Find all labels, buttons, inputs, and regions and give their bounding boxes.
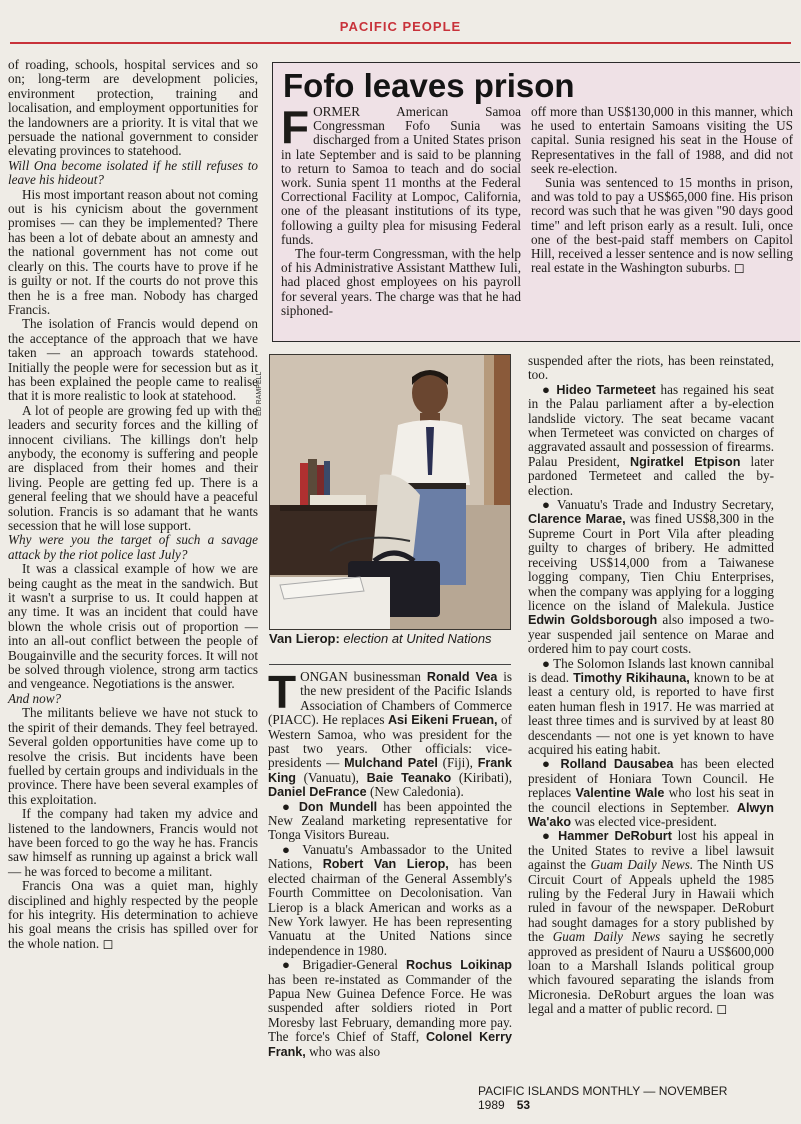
person-name: Edwin Goldsborough	[528, 613, 658, 628]
paragraph: suspended after the riots, has been reinstated, too.	[528, 353, 774, 383]
bullet-icon: ●	[542, 381, 557, 397]
text: The Ninth US Circuit Court of Appeals upheld the 1985 ruling by the Federal Jury in Hawaii which ruled in favour of the newspaper. DeRoburt had sought damages for a story published by the	[528, 857, 774, 945]
feature-column-2	[531, 105, 793, 275]
people-item	[528, 657, 774, 758]
person-name: Colonel Kerry Frank,	[268, 1030, 512, 1059]
paragraph: of roading, schools, hospital services and so on; long-term are development policies, environment protection, training and localisation, and employment opportunities for the landowners are a priority. It is vital that we persuade the national government to consider elevating provinces to statehood.	[8, 57, 258, 159]
text: Vanuatu's Ambassador to the United Nations,	[268, 841, 512, 872]
caption-name: Van Lierop:	[269, 631, 340, 646]
bullet-icon: ●	[542, 497, 557, 513]
people-item	[528, 757, 774, 829]
bullet-icon: ●	[282, 957, 303, 973]
person-name: Mulchand Patel	[344, 756, 438, 771]
section-header	[0, 8, 801, 44]
header-rule	[10, 42, 791, 44]
text: (Fiji),	[437, 755, 478, 771]
footer-text: PACIFIC ISLANDS MONTHLY — NOVEMBER 1989	[478, 1084, 728, 1112]
text: has been appointed the New Zealand marketing representative for Tonga Visitors Bureau.	[268, 798, 512, 843]
people-item	[528, 829, 774, 1016]
text: who lost his seat in the council elections in September.	[528, 785, 774, 815]
feature-headline: Fofo leaves prison	[283, 67, 575, 104]
text: was fined US$8,300 in the Supreme Court in Port Vila after pleading guilty to charges of bribery. He admitted receiving US$14,000 from a Taiwanese logging company, Tien Chiu Enterprises, when the company was applying for a logging licence on the island of Malekula. Justice	[528, 511, 774, 613]
text: businessman	[347, 669, 427, 684]
paragraph: His most important reason about not coming out is his cynicism about the government promises — can they be implemented? There has been a lot of debate about an amnesty and the national government has not come out clearly on this. The courts have to prove if he is guilty or not. If the courts do not prove this then he is a free man. Nobody has charged Francis.	[8, 186, 258, 317]
lead-caps: ONGAN	[300, 669, 348, 684]
feature-lead	[281, 101, 521, 247]
feature-box	[272, 62, 800, 342]
middle-column	[268, 666, 513, 1059]
paragraph: The four-term Congressman, with the help of his Administrative Assistant Matthew Iuli, had placed ghost employees on his payroll for several years. The charge was that he had siphoned-	[281, 246, 521, 318]
person-name: Valentine Wale	[575, 786, 665, 801]
people-item	[268, 843, 512, 958]
person-name: Ngiratkel Etpison	[629, 454, 741, 469]
text: was elected vice-president.	[571, 814, 717, 829]
section-title: PACIFIC PEOPLE	[339, 19, 462, 34]
feature-column-1	[281, 101, 521, 318]
photo-illustration	[270, 355, 511, 630]
text: is the new president of the Pacific Islands Association of Chambers of Commerce (PIACC). He replaces	[268, 669, 513, 728]
publication-name: Guam Daily News	[552, 929, 661, 945]
text: later pardoned Termeteet and called the by-election.	[528, 453, 774, 498]
drop-cap: T	[268, 666, 297, 718]
lead-caps: ORMER	[313, 104, 361, 119]
lead-text: American Samoa Congressman Fofo Sunia was discharged from a United States prison in late September and is said to be planning to return to Samoa to teach and do social work. Sunia spent 11 months at the Federal Correctional Facility at Lompoc, California, one of the pleasant institutions of its type, following a guilty plea for misusing Federal funds.	[281, 104, 521, 247]
text: has regained his seat in the Palau parliament after a by-election landslide victory. The seat became vacant when Termeteet was convicted on charges of aggravated assault and possession of firearms. Palau President,	[528, 381, 774, 469]
text: lost his appeal in the United States to revive a libel lawsuit against the	[528, 828, 774, 873]
people-item	[268, 958, 512, 1059]
bullet-icon: ●	[282, 798, 299, 814]
text: has been elected chairman of the General Assembly's Fourth Committee on Decolonisation. Van Lierop is a black American and works as a New York lawyer. He has been representing Vanuatu at the United Nations since independence in 1980.	[268, 856, 512, 958]
question: And now?	[8, 690, 62, 706]
person-name: Ronald Vea	[426, 670, 498, 684]
person-name: Frank King	[268, 756, 512, 785]
people-item	[268, 666, 513, 800]
person-name: Baie Teanako	[366, 770, 452, 785]
text: who was also	[305, 1043, 381, 1059]
people-item	[528, 498, 774, 656]
people-item	[268, 800, 512, 843]
person-name: Timothy Rikihauna,	[573, 670, 690, 685]
paragraph: A lot of people are growing fed up with the leaders and security forces and the killing of innocent civilians. The killings don't help anybody, the economy is suffering and people are displaced from their homes and their living. People are getting fed up. There is a general feeling that we should have a peaceful solution. Francis is so adamant that he wants secession that he will lose support.	[8, 402, 258, 533]
person-name: Rochus Loikinap	[405, 958, 513, 973]
bullet-icon: ●	[542, 756, 561, 772]
paragraph: Francis Ona was a quiet man, highly disciplined and highly respected by the people for his integrity. His determination to achieve his goal means the crisis has spilled over for the whole nation. ◻	[8, 878, 258, 951]
person-name: Hideo Tarmeteet	[556, 382, 656, 397]
text: (New Caledonia).	[366, 784, 464, 800]
person-name: Alwyn Wa'ako	[528, 800, 774, 829]
people-item	[528, 383, 774, 498]
question: Will Ona become isolated if he still refuses to leave his hideout?	[8, 157, 258, 188]
text: Brigadier-General	[302, 957, 406, 973]
person-name: Asi Eikeni Fruean,	[387, 713, 498, 728]
text: has been elected president of Honiara Town Council. He replaces	[528, 756, 774, 801]
portrait-photo	[269, 354, 511, 630]
text: (Vanuatu),	[295, 769, 367, 785]
page-number: 53	[516, 1098, 531, 1112]
text: Vanuatu's Trade and Industry Secretary,	[556, 497, 774, 513]
paragraph: Sunia was sentenced to 15 months in prison, and was told to pay a US$65,000 fine. His prison record was such that he was given "90 days good time" and left prison early as a result. Iuli, once one of the best-paid staff members on Capitol Hill, received a lesser sentence and is now selling real estate in the Washington suburbs. ◻	[531, 175, 793, 276]
photo-credit: ED RAMPELL	[256, 371, 263, 416]
drop-cap: F	[281, 101, 310, 153]
text: has been re-instated as Commander of the Papua New Guinea Defence Force. He was suspended after soldiers rioted in Port Moresby last February, demanding more pay. The force's Chief of Staff,	[268, 971, 512, 1045]
text: also imposed a two-year suspended jail sentence on Marae and ordered him to pay court costs.	[528, 612, 774, 657]
text: (Kiribati),	[451, 769, 512, 785]
text: The Solomon Islands last known cannibal is dead.	[528, 655, 774, 685]
paragraph: The militants believe we have not stuck to the spirit of their demands. They feel betrayed. Several golden opportunities have come up to resolve the crisis. But incidents have been fuelled by certain groups and individuals in the province. There have been several examples of this exploitation.	[8, 705, 258, 807]
photo-caption	[269, 632, 514, 646]
bullet-icon: ●	[542, 828, 559, 844]
right-column	[528, 354, 774, 1017]
person-name: Hammer DeRoburt	[558, 829, 672, 844]
caption-rule	[269, 664, 511, 665]
person-name: Rolland Dausabea	[560, 757, 674, 772]
person-name: Don Mundell	[298, 799, 378, 814]
publication-name: Guam Daily News.	[590, 857, 694, 873]
paragraph: If the company had taken my advice and listened to the landowners, Francis would not have been forced to go the way he has. Francis saw himself as running up against a brick wall — he was forced to become a militant.	[8, 806, 258, 879]
paragraph: off more than US$130,000 in this manner, which he used to entertain Samoans visiting the US capital. Sunia resigned his seat in the House of Representatives in the fall of 1988, and did not seek re-election.	[531, 104, 793, 176]
person-name: Daniel DeFrance	[268, 785, 367, 800]
text: known to be at least a century old, is reported to have first eaten human flesh in 1917. He was married at least three times and is survived by at least 80 descendants — not one is yet known to have acquired his eating habit.	[528, 669, 774, 757]
bullet-icon: ●	[542, 655, 554, 671]
person-name: Clarence Marae,	[528, 512, 626, 527]
left-column	[8, 58, 258, 951]
page-footer	[478, 1084, 778, 1112]
person-name: Robert Van Lierop,	[322, 857, 449, 872]
question: Why were you the target of such a savage attack by the riot police last July?	[8, 532, 258, 562]
text: saying he secretly approved as president of Nauru a US$600,000 loan to a Marshall Islands political group which favoured separating the islands from Micronesia. DeRoburt argues the loan was legal and a matter of public record. ◻	[528, 929, 774, 1017]
paragraph: The isolation of Francis would depend on the acceptance of the approach that we have taken — an approach towards statehood. Initially the people were for secession but as it has been explained the people came to realise that it is more realistic to look at statehood.	[8, 316, 258, 404]
paragraph: It was a classical example of how we are being caught as the meat in the sandwich. But it wasn't a surprise to us. It could happen at any time. It was an incident that could have blown the whole crisis out of proportion — into an all-out conflict between the people of Bougainville and the security forces. It will not be solved through violence, strong arm tactics and vengeance. Negotiations is the answer.	[8, 561, 258, 692]
bullet-icon: ●	[282, 841, 303, 857]
text: of Western Samoa, who was president for the past two years. Other officials: vice-presidents —	[268, 712, 512, 771]
caption-text: election at United Nations	[339, 631, 492, 646]
